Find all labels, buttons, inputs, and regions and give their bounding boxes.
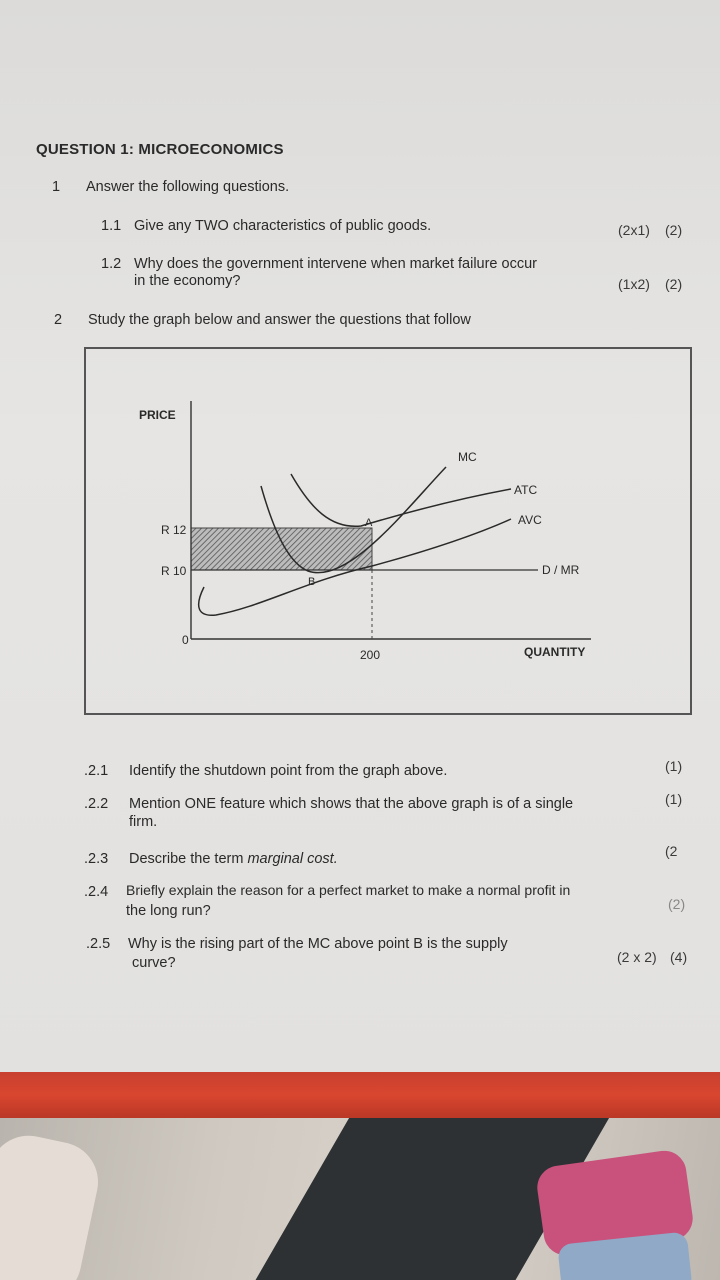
q2-3-text-plain: Describe the term: [129, 851, 248, 867]
y-tick-r10: R 10: [161, 564, 187, 578]
q1-intro: Answer the following questions.: [86, 179, 290, 195]
point-a-label: A: [365, 517, 373, 529]
q2-4-number: .2.4: [84, 884, 109, 900]
q1-1-text: Give any TWO characteristics of public goods.: [134, 218, 432, 234]
q2-3-mark: (2: [665, 843, 678, 859]
x-tick-0: 0: [182, 633, 189, 647]
y-tick-r12: R 12: [161, 523, 187, 537]
y-axis-label: PRICE: [139, 408, 176, 422]
q2-5-mark-total: (4): [670, 949, 688, 965]
q2-4-line1: Briefly explain the reason for a perfect market to make a normal profit in: [126, 882, 571, 898]
q2-1-number: .2.1: [84, 763, 109, 779]
q2-1-text: Identify the shutdown point from the graph above.: [129, 763, 448, 779]
q1-1-number: 1.1: [101, 218, 122, 234]
q2-5-line2: curve?: [132, 955, 176, 971]
q2-4-mark: (2): [668, 896, 686, 912]
d-mr-label: D / MR: [542, 563, 580, 577]
q1-2-number: 1.2: [101, 256, 122, 272]
q2-5-number: .2.5: [86, 936, 111, 952]
sleeve-shape: [0, 1128, 105, 1280]
q1-1-mark-breakdown: (2x1): [618, 222, 650, 238]
q1-2-mark-breakdown: (1x2): [618, 276, 650, 292]
mc-label: MC: [458, 450, 477, 464]
q2-1-mark: (1): [665, 758, 683, 774]
q2-2-line2: firm.: [129, 814, 158, 830]
atc-label: ATC: [514, 483, 538, 497]
avc-label: AVC: [518, 513, 542, 527]
q1-number: 1: [52, 179, 61, 195]
q2-3-number: .2.3: [84, 851, 109, 867]
section-heading: QUESTION 1: MICROECONOMICS: [36, 141, 284, 158]
atc-curve: [291, 474, 511, 526]
background-fabric: [0, 1118, 720, 1280]
q1-2-line1: Why does the government intervene when market failure occur: [134, 256, 537, 272]
q1-1-mark-total: (2): [665, 222, 683, 238]
q2-intro: Study the graph below and answer the questions that follow: [88, 312, 471, 328]
q1-2-line2: in the economy?: [134, 273, 241, 289]
q2-number: 2: [54, 312, 63, 328]
q2-3-text: [129, 851, 338, 867]
q2-2-number: .2.2: [84, 796, 109, 812]
red-book-edge: [0, 1072, 720, 1118]
graph-frame: [84, 347, 692, 715]
q2-2-mark: (1): [665, 791, 683, 807]
point-b-label: B: [308, 576, 316, 588]
q2-5-mark-breakdown: (2 x 2): [617, 949, 657, 965]
q2-5-line1: Why is the rising part of the MC above point B is the supply: [128, 936, 508, 952]
q1-2-mark-total: (2): [665, 276, 683, 292]
x-axis-label: QUANTITY: [524, 645, 586, 659]
x-tick-200: 200: [359, 648, 381, 662]
q2-4-line2: the long run?: [126, 903, 211, 919]
cost-curves-chart: [86, 349, 694, 717]
q2-3-text-term: marginal cost.: [247, 851, 338, 867]
q2-2-line1: Mention ONE feature which shows that the above graph is of a single: [129, 796, 574, 812]
